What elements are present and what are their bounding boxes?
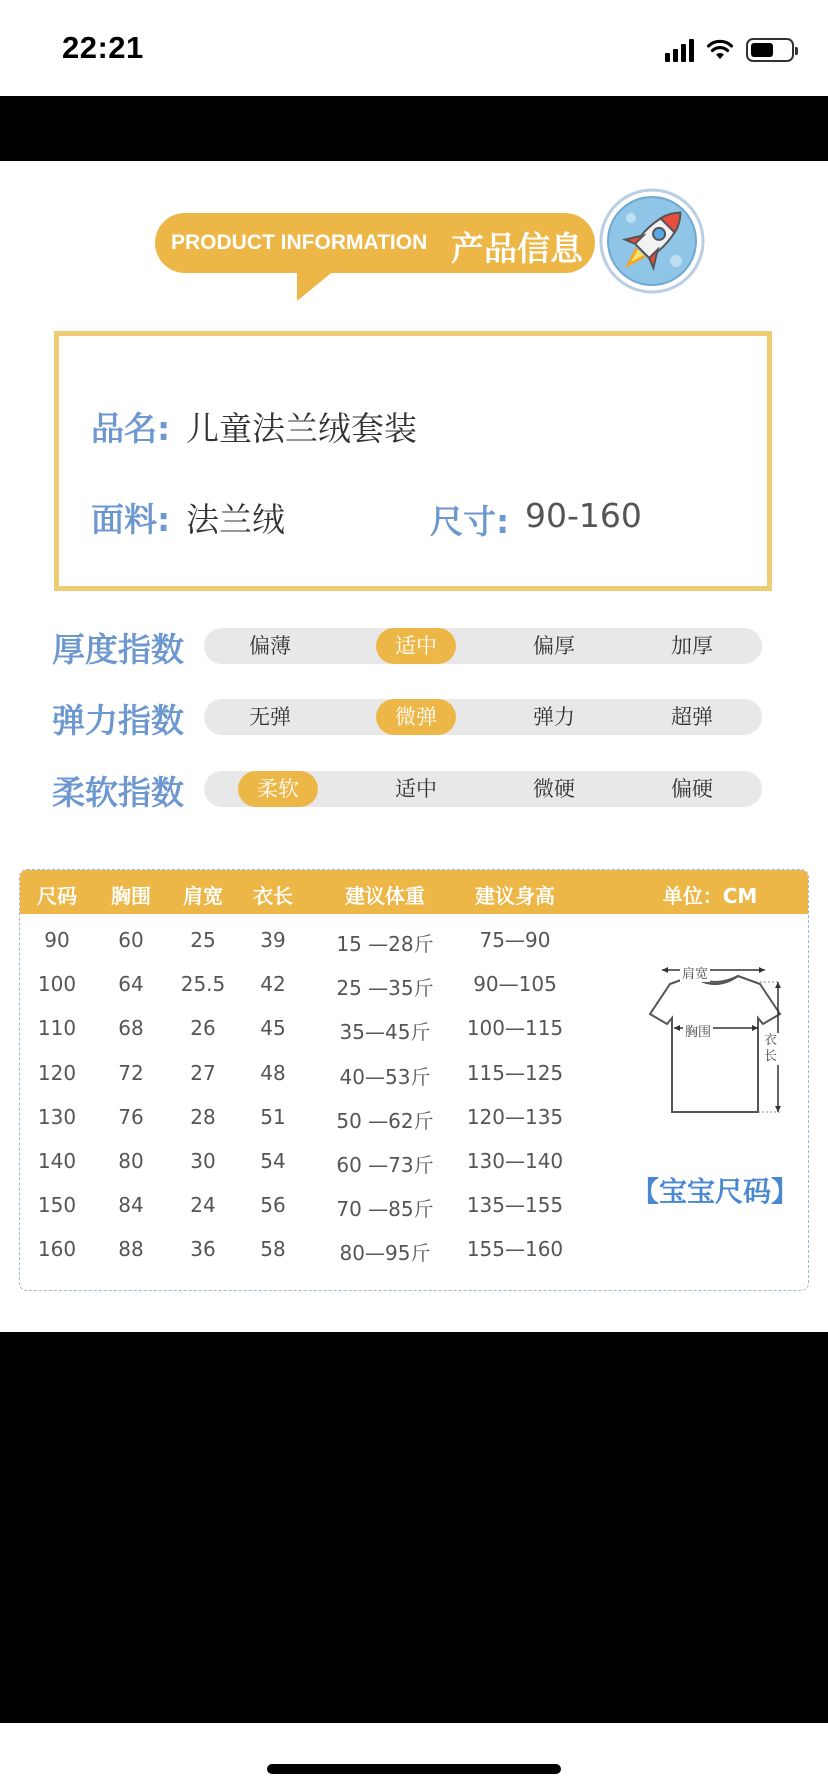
index-option: 偏厚 bbox=[533, 634, 575, 658]
header-length: 衣长 bbox=[253, 884, 293, 908]
index-option-selected: 柔软 bbox=[238, 771, 318, 807]
index-option: 适中 bbox=[395, 777, 437, 801]
size-label: 尺寸: bbox=[430, 502, 510, 541]
top-black-bar bbox=[0, 96, 828, 161]
banner-title-cn: 产品信息 bbox=[451, 229, 583, 268]
cell-chest: 88 bbox=[118, 1237, 144, 1262]
index-option: 加厚 bbox=[671, 634, 713, 658]
cell-size: 110 bbox=[37, 1016, 77, 1041]
table-row bbox=[20, 918, 620, 962]
table-row bbox=[20, 1006, 620, 1050]
name-label: 品名: bbox=[91, 409, 171, 448]
cell-chest: 72 bbox=[118, 1060, 144, 1085]
index-row-thickness bbox=[0, 620, 828, 672]
fabric-label: 面料: bbox=[91, 500, 171, 539]
cellular-signal-icon bbox=[665, 38, 694, 62]
cell-chest: 60 bbox=[118, 928, 144, 952]
index-row-softness bbox=[0, 763, 828, 815]
diagram-length-label: 衣长 bbox=[764, 1033, 780, 1065]
cell-size: 100 bbox=[37, 972, 77, 997]
cell-weight: 15 —28斤 bbox=[336, 932, 434, 956]
name-value: 儿童法兰绒套装 bbox=[186, 409, 417, 448]
table-row bbox=[20, 1183, 620, 1227]
cell-length: 51 bbox=[260, 1104, 286, 1129]
cell-weight: 70 —85斤 bbox=[336, 1197, 434, 1222]
cell-shoulder: 27 bbox=[190, 1060, 216, 1085]
cell-chest: 84 bbox=[118, 1193, 144, 1218]
cell-shoulder: 36 bbox=[190, 1237, 216, 1262]
cell-chest: 76 bbox=[118, 1104, 144, 1129]
size-value: 90-160 bbox=[525, 496, 642, 535]
index-label: 柔软指数 bbox=[52, 773, 184, 812]
index-label: 弹力指数 bbox=[52, 701, 184, 740]
cell-size: 150 bbox=[37, 1193, 77, 1218]
product-detail-image bbox=[0, 161, 828, 1332]
cell-weight: 40—53斤 bbox=[339, 1064, 431, 1089]
cell-chest: 64 bbox=[118, 972, 144, 997]
cell-size: 140 bbox=[37, 1149, 77, 1173]
bottom-black-bar bbox=[0, 1332, 828, 1723]
index-option-selected: 微弹 bbox=[376, 699, 456, 735]
rocket-icon bbox=[586, 183, 712, 309]
index-option: 偏硬 bbox=[671, 777, 713, 801]
status-icons bbox=[665, 36, 794, 64]
status-time: 22:21 bbox=[62, 30, 144, 65]
cell-size: 120 bbox=[37, 1060, 77, 1085]
table-row bbox=[20, 1227, 620, 1271]
battery-icon bbox=[746, 38, 794, 62]
index-option: 弹力 bbox=[533, 705, 575, 729]
wifi-icon bbox=[706, 39, 734, 61]
index-option: 超弹 bbox=[671, 705, 713, 729]
status-bar bbox=[0, 0, 828, 96]
product-info-box bbox=[54, 331, 772, 591]
cell-length: 45 bbox=[260, 1016, 286, 1041]
cell-height: 115—125 bbox=[466, 1060, 564, 1085]
cell-height: 120—135 bbox=[466, 1104, 564, 1129]
cell-shoulder: 30 bbox=[190, 1149, 216, 1173]
home-indicator[interactable] bbox=[267, 1764, 561, 1774]
section-banner bbox=[155, 213, 595, 273]
size-table bbox=[19, 869, 809, 1291]
index-track bbox=[204, 771, 762, 807]
cell-shoulder: 25.5 bbox=[180, 972, 226, 997]
header-height: 建议身高 bbox=[475, 884, 555, 908]
fabric-value: 法兰绒 bbox=[186, 500, 285, 539]
cell-length: 58 bbox=[260, 1237, 286, 1262]
cell-height: 75—90 bbox=[479, 928, 551, 952]
cell-size: 90 bbox=[44, 928, 70, 952]
header-shoulder: 肩宽 bbox=[183, 884, 223, 908]
cell-height: 155—160 bbox=[466, 1237, 564, 1262]
size-caption: 【宝宝尺码】 bbox=[630, 1175, 799, 1208]
size-table-header bbox=[20, 870, 808, 914]
cell-weight: 60 —73斤 bbox=[336, 1153, 434, 1177]
cell-height: 90—105 bbox=[473, 972, 557, 997]
diagram-chest-label: 胸围 bbox=[683, 1021, 713, 1040]
cell-length: 42 bbox=[260, 972, 286, 997]
header-chest: 胸围 bbox=[111, 884, 151, 908]
cell-height: 100—115 bbox=[466, 1016, 564, 1041]
diagram-shoulder-label: 肩宽 bbox=[680, 963, 710, 982]
cell-length: 54 bbox=[260, 1149, 286, 1173]
cell-length: 48 bbox=[260, 1060, 286, 1085]
cell-shoulder: 24 bbox=[190, 1193, 216, 1218]
cell-chest: 68 bbox=[118, 1016, 144, 1041]
table-row bbox=[20, 1051, 620, 1095]
index-option: 无弹 bbox=[249, 705, 291, 729]
cell-length: 39 bbox=[260, 928, 286, 952]
index-option: 微硬 bbox=[533, 777, 575, 801]
table-row bbox=[20, 1139, 620, 1183]
header-weight: 建议体重 bbox=[345, 884, 425, 908]
index-option-selected: 适中 bbox=[376, 628, 456, 664]
cell-shoulder: 25 bbox=[190, 928, 216, 952]
cell-weight: 35—45斤 bbox=[339, 1020, 431, 1045]
cell-size: 130 bbox=[37, 1104, 77, 1129]
index-option: 偏薄 bbox=[249, 634, 291, 658]
cell-height: 130—140 bbox=[466, 1149, 564, 1173]
table-row bbox=[20, 1095, 620, 1139]
cell-weight: 25 —35斤 bbox=[336, 976, 434, 1001]
index-track bbox=[204, 628, 762, 664]
cell-shoulder: 26 bbox=[190, 1016, 216, 1041]
tshirt-diagram-icon bbox=[620, 952, 810, 1132]
cell-weight: 50 —62斤 bbox=[336, 1108, 434, 1133]
cell-weight: 80—95斤 bbox=[339, 1241, 431, 1266]
banner-title-en: PRODUCT INFORMATION bbox=[171, 231, 428, 254]
banner-tail bbox=[297, 265, 341, 301]
index-row-elasticity bbox=[0, 691, 828, 743]
cell-height: 135—155 bbox=[466, 1193, 564, 1218]
index-label: 厚度指数 bbox=[52, 630, 184, 669]
table-row bbox=[20, 962, 620, 1006]
cell-shoulder: 28 bbox=[190, 1104, 216, 1129]
cell-chest: 80 bbox=[118, 1149, 144, 1173]
cell-length: 56 bbox=[260, 1193, 286, 1218]
cell-size: 160 bbox=[37, 1237, 77, 1262]
header-unit: 单位：CM bbox=[662, 884, 758, 908]
index-track bbox=[204, 699, 762, 735]
header-size: 尺码 bbox=[37, 884, 77, 908]
